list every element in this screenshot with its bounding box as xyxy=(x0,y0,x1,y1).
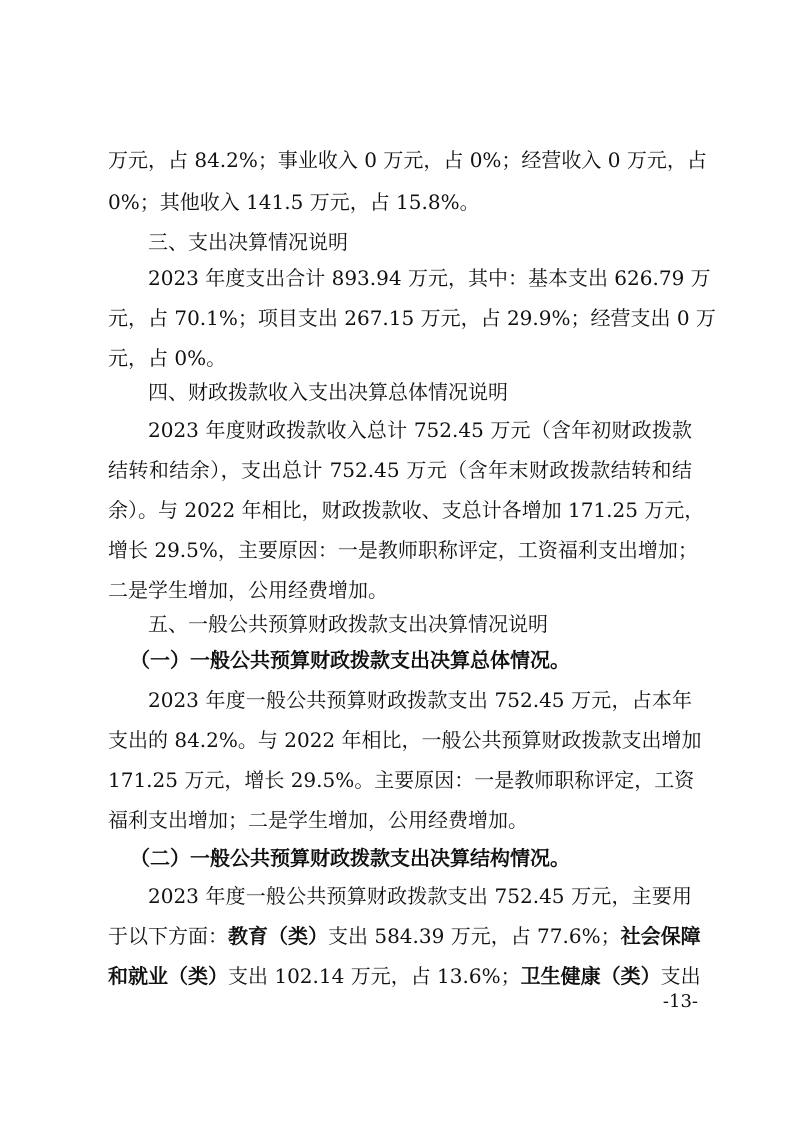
page-number: -13- xyxy=(662,991,698,1012)
paragraph-line: 2023 年度财政拨款收入总计 752.45 万元（含年初财政拨款 xyxy=(148,418,692,442)
paragraph-line-mixed xyxy=(108,956,701,996)
category-health: 卫生健康（类） xyxy=(520,964,661,988)
category-social-security: 社会保障 xyxy=(620,924,701,948)
paragraph-line: 结转和结余），支出总计 752.45 万元（含年末财政拨款结转和结 xyxy=(108,458,692,482)
paragraph-line: 元，占 0%。 xyxy=(108,346,227,370)
line-text: 支出 102.14 万元，占 13.6%； xyxy=(228,964,521,988)
subsection-heading-2: （二）一般公共预算财政拨款支出决算结构情况。 xyxy=(130,846,570,870)
paragraph-line-mixed xyxy=(108,916,701,956)
paragraph-line: 万元，占 84.2%；事业收入 0 万元，占 0%；经营收入 0 万元，占 xyxy=(108,148,707,172)
line-text: 支出 xyxy=(660,964,701,988)
category-employment: 和就业（类） xyxy=(108,964,228,988)
paragraph-line: 元，占 70.1%；项目支出 267.15 万元，占 29.9%；经营支出 0 万 xyxy=(108,306,716,330)
category-education: 教育（类） xyxy=(228,924,328,948)
paragraph-line: 增长 29.5%，主要原因：一是教师职称评定，工资福利支出增加； xyxy=(108,538,698,562)
paragraph-line: 2023 年度一般公共预算财政拨款支出 752.45 万元，主要用 xyxy=(148,884,692,908)
paragraph-line: 余）。与 2022 年相比，财政拨款收、支总计各增加 171.25 万元， xyxy=(108,498,705,522)
subsection-heading-1: （一）一般公共预算财政拨款支出决算总体情况。 xyxy=(130,648,570,672)
line-text: 于以下方面： xyxy=(108,924,228,948)
paragraph-line: 2023 年度支出合计 893.94 万元，其中：基本支出 626.79 万 xyxy=(148,266,711,290)
section-heading-3: 三、支出决算情况说明 xyxy=(148,230,348,254)
paragraph-line: 171.25 万元，增长 29.5%。主要原因：一是教师职称评定，工资 xyxy=(108,768,695,792)
paragraph-line: 福利支出增加；二是学生增加，公用经费增加。 xyxy=(108,808,528,832)
section-heading-5: 五、一般公共预算财政拨款支出决算情况说明 xyxy=(148,612,548,636)
line-text: 支出 584.39 万元，占 77.6%； xyxy=(328,924,621,948)
paragraph-line: 二是学生增加，公用经费增加。 xyxy=(108,578,388,602)
section-heading-4: 四、财政拨款收入支出决算总体情况说明 xyxy=(148,380,508,404)
paragraph-line: 0%；其他收入 141.5 万元，占 15.8%。 xyxy=(108,190,480,214)
paragraph-line: 支出的 84.2%。与 2022 年相比，一般公共预算财政拨款支出增加 xyxy=(108,728,702,752)
paragraph-line: 2023 年度一般公共预算财政拨款支出 752.45 万元，占本年 xyxy=(148,688,692,712)
